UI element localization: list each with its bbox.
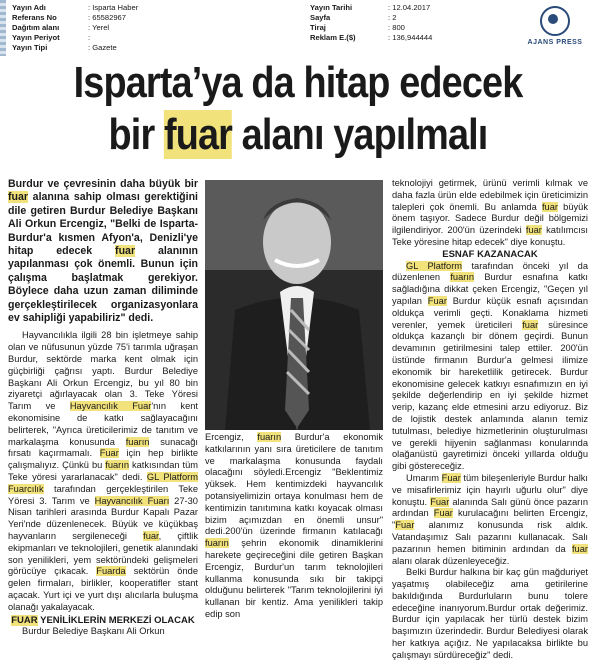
meta-label: Yayın Tipi	[12, 43, 48, 52]
logo-text: AJANS PRESS	[527, 39, 583, 46]
body-paragraph: Umarım Fuar tüm bileşenleriyle Burdur halkı ve misafirlerimiz için hayırlı uğurlu olur" diye konuştu. Fuar alanında Salı günü önce pazarın ardından Fuar kurulacağını belirten Ercengiz, "Fuar alanımız konusunda risk aldık. Vatandaşımız Salı pazarını kullanacak. Salı pazarının hemen bitiminin ardından da fuar alanı olarak düzenleyeceğiz.	[392, 472, 588, 566]
body-paragraph: Burdur Belediye Başkanı Ali Orkun	[22, 626, 165, 637]
body-paragraph: Hayvancılıkla ilgili 28 bin işletmeye sahip olan ve nüfusunun yüzde 75'i tarımla uğraşan Burdur, sektörde marka kent olmak için güçbirliği çağrısı yaptı. Burdur Belediye Başkanı Ali Orkun Ercengiz, bu yıl 80 bin ziyaretçi ağırlayacak olan 3. Teke Yöresi Tarım ve Hayvancılık Fuar'nın kent ekonomisine de katkı sağlayacağını belirterek, "Ayrıca üreticilerimiz de tanıtım ve markalaşma konusunda fuarın sunacağı fırsatı kaçırmamalı. Fuar için hep birlikte çalışmalıyız. Çünkü bu fuarın katkısından tüm Teke yöresi yararlanacak" dedi. GL Platform Fuarcılık tarafından gerçekleştirilen Teke Yöresi 3. Tarım ve Hayvancılık Fuarı 27-30 Nisan tarihleri arasında Burdur Kapalı Pazar Yeri'nde düzenlenecek. Büyük ve küçükbaş hayvanların sergileneceği fuar, çiftlik ekipmanları ve teknolojileri, genetik alanındaki son yenilikleri, yem sektöründeki gelişmeleri görücüye çıkacak. Fuarda sektörün önde gelen firmaları, birlikler, kooperatifler stant açacak. Yurt içi ve yurt dışı alıcılarla buluşma olanağı yakalayacak.	[8, 330, 199, 612]
meta-value: : Isparta Haber	[88, 3, 139, 12]
meta-value: : 800	[388, 23, 405, 32]
headline-line-2: bir fuar alanı yapılmalı	[108, 110, 488, 159]
meta-value: : 12.04.2017	[388, 3, 431, 12]
left-color-strip	[0, 0, 6, 56]
meta-label: Referans No	[12, 13, 57, 22]
logo-icon	[540, 6, 570, 36]
meta-value: :	[88, 33, 91, 42]
meta-label: Yayın Periyot	[12, 33, 60, 42]
meta-value: : 65582967	[88, 13, 127, 22]
mayor-photo	[205, 180, 383, 430]
meta-row: Yayın Adı	[12, 3, 46, 12]
highlight: fuar	[163, 110, 233, 159]
body-paragraph: Belki Burdur halkına bir kaç gün mağduriyet yaşatmış olabileceğiz ama getirilerine bakıldığında Burdurluların bunu tolere edeceğine inanıyorum.Burdur ortak değerimiz. Burdur için yapılacak her türlü destek bizim başımızın üzerindedir. Burdur Belediyesi olarak her katkıya açığız. Ne yapılacaksa birlikte bu çalışmayı sürdüreceğiz" dedi.	[392, 567, 588, 660]
article-column-1	[8, 178, 198, 638]
meta-label: Yayın Tarihi	[310, 3, 353, 12]
body-paragraph: GL Platform tarafından önceki yıl da düzenlenen fuarın Burdur esnafına katkı sağladığına dikkat çeken Ercengiz, "Geçen yıl yapılan Fuar Burdur küçük esnafı açısından oldukça verimli geçti. Konaklama hizmeti verenler, yemek üreticileri fuar süresince oldukça kazançlı bir dönem geçirdi. Bunun devamının getirilmesini talep ettiler. 200'ün üstünde firmanın Burdur'a gelmesi ilimize ekonomik bir hareketlilik getirecek. Burdur ekonomisine gelecek katkıyı esnafımızın en iyi şekilde değerlendirip en iyi şekilde hizmet verip, kazanç elde etmesini arzu ediyoruz. Biz de lojistik destek anlamında alanın temiz tutulması, belediye hizmetlerinin oluşturulması ve gerekli hijyenin sağlanması konularında olağanüstü gayretimizi önceki yıllarda olduğu gibi göstereceğiz.	[392, 260, 588, 472]
lead-paragraph: Burdur ve çevresinin daha büyük bir fuar alanına sahip olması gerektiğini dile getiren Burdur Belediye Başkanı Ali Orkun Ercengiz, "Belki de Isparta-Burdur'a kısmen Afyon'a, Denizli'ye hitap edecek fuar alanının yapılanması çok önemli. Bunun için çalışma başlatmak gerekiyor. Böylece daha uzun zaman diliminde gerçekleştirilecek organizasyonlara ev sahipliği yapabiliriz" dedi.	[8, 178, 198, 325]
ajans-press-logo	[522, 6, 588, 46]
portrait-image	[205, 180, 383, 430]
subheading: FUAR YENİLİKLERİN MERKEZİ OLACAK	[11, 614, 195, 626]
meta-label: Dağıtım alanı	[12, 23, 60, 32]
body-paragraph: Ercengiz, fuarın Burdur'a ekonomik katkılarının yanı sıra üreticilere de tanıtım ve markalaşma konusunda faydalı olacağını söyledi.Ercengiz "Beklentimiz yüksek. Hem kentimizdeki hayvancılık potansiyelimizin ortaya konulması hem de kentimizin tanıtımına katkı koyacak olması bizim açımızdan en önemli unsur" dedi.200'ün üzerinde firmanın katılacağı fuarın şehrin ekonomik dinamiklerini harekete geçireceğini dile getiren Başkan Ercengiz, Burdur'un tarım teknolojileri kullanma konusunda sıkı bir takipçi olduğunu belirterek "Tarım teknolojilerini iyi kullanan bir kentiz. Ama yenilikleri takip edip son	[205, 432, 383, 619]
meta-label: Sayfa	[310, 13, 331, 22]
article-column-2	[205, 432, 383, 621]
meta-label: Reklam E.($)	[310, 33, 356, 42]
headline-line-1: Isparta’ya da hitap edecek	[73, 58, 523, 107]
meta-label: Tiraj	[310, 23, 326, 32]
meta-value: : 136,944444	[388, 33, 433, 42]
subheading: ESNAF KAZANACAK	[442, 248, 538, 260]
meta-value: : Gazete	[88, 43, 117, 52]
article-column-3	[392, 178, 588, 662]
meta-value: : Yerel	[88, 23, 110, 32]
meta-value: : 2	[388, 13, 397, 22]
body-paragraph: teknolojiyi getirmek, ürünü verimli kılmak ve daha fazla ürün elde edebilmek için üreticimizin talepleri çok önemli. Bu anlamda fuar büyük önem taşıyor. Sadece Burdur değil bölgemizi ilgilendiriyor. 200'ün üzerindeki fuar katılımcısı Teke yöresine hitap edecek" diye konuştu.	[392, 178, 588, 247]
